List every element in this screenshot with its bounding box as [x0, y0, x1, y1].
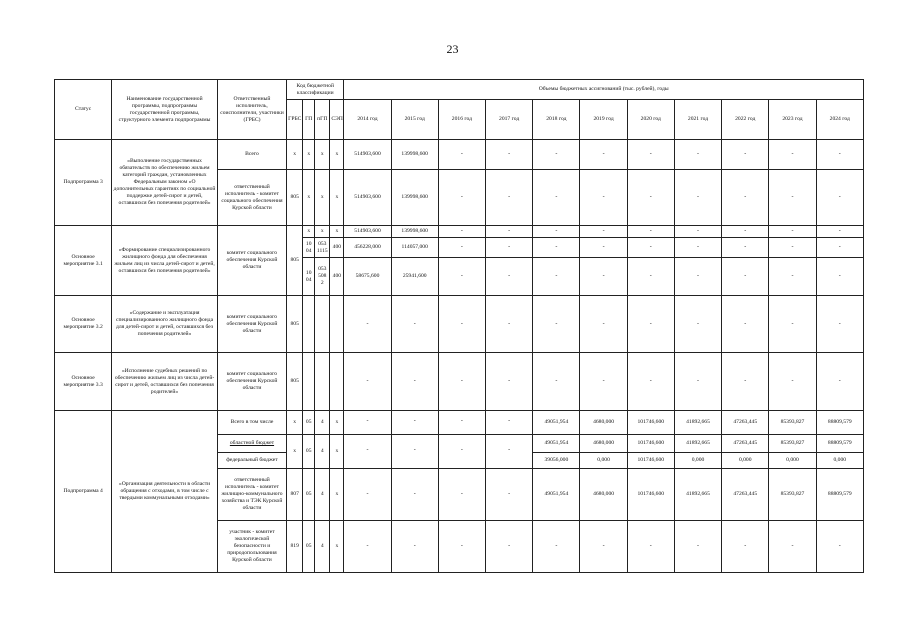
- row-value: -: [769, 238, 816, 258]
- row-cse: 400: [330, 238, 344, 258]
- row-pgp: [315, 353, 330, 410]
- row-value: 114057,000: [391, 238, 438, 258]
- year-header: 2022 год: [722, 100, 769, 140]
- row-value: 101746,600: [627, 452, 674, 468]
- row-pgp: 4: [315, 410, 330, 434]
- row-value: -: [674, 258, 721, 296]
- row-value: 41892,665: [674, 468, 721, 520]
- row-value: -: [344, 468, 391, 520]
- row-grbs: x: [287, 434, 303, 468]
- row-value: -: [769, 226, 816, 238]
- row-pgp: 053 1115: [315, 238, 330, 258]
- row-value: -: [674, 520, 721, 572]
- row-value: -: [438, 353, 485, 410]
- row-value: -: [391, 434, 438, 468]
- row-value: -: [722, 296, 769, 353]
- row-executor: областной бюджет: [217, 434, 286, 452]
- row-value: -: [674, 296, 721, 353]
- row-pgp: x: [315, 226, 330, 238]
- row-value: -: [816, 238, 863, 258]
- row-value: -: [533, 238, 580, 258]
- executor-header: Ответственный исполнитель, соисполнители, участники (ГРБС): [217, 80, 286, 140]
- grbs-header: ГРБС: [287, 100, 303, 140]
- year-header: 2014 год: [344, 100, 391, 140]
- row-value: 0,000: [769, 452, 816, 468]
- row-value: -: [344, 353, 391, 410]
- row-value: -: [769, 258, 816, 296]
- row-value: -: [627, 296, 674, 353]
- row-value: -: [674, 170, 721, 226]
- row-value: 49051,954: [533, 434, 580, 452]
- row-value: -: [816, 258, 863, 296]
- budget-code-header: Код бюджетной классификации: [287, 80, 344, 100]
- row-grbs: 805: [287, 226, 303, 296]
- row-value: -: [344, 296, 391, 353]
- row-value: -: [486, 410, 533, 434]
- row-value: -: [722, 238, 769, 258]
- row-value: -: [344, 520, 391, 572]
- row-value: -: [722, 170, 769, 226]
- row-value: -: [486, 238, 533, 258]
- row-status: Основное мероприятие 3.3: [55, 353, 112, 410]
- row-value: -: [816, 520, 863, 572]
- row-value: 85393,827: [769, 410, 816, 434]
- row-value: 47263,445: [722, 410, 769, 434]
- row-cse: 400: [330, 258, 344, 296]
- row-value: -: [722, 140, 769, 170]
- row-cse: x: [330, 140, 344, 170]
- table-row: [55, 296, 864, 353]
- name-header: Наименование государственной программы, подпрограммы государственной программы, структурного элемента подпрограммы: [112, 80, 218, 140]
- page-number: 23: [446, 42, 459, 56]
- row-value: -: [391, 353, 438, 410]
- row-value: 85393,827: [769, 468, 816, 520]
- row-grbs: 819: [287, 520, 303, 572]
- row-grbs: 805: [287, 353, 303, 410]
- row-pgp: x: [315, 140, 330, 170]
- row-value: -: [486, 258, 533, 296]
- row-value: -: [486, 434, 533, 468]
- row-executor: участник - комитет экологической безопасности и природопользования Курской области: [217, 520, 286, 572]
- row-value: 139998,600: [391, 140, 438, 170]
- row-value: -: [627, 238, 674, 258]
- row-gp: 10 04: [303, 238, 315, 258]
- row-cse: [330, 296, 344, 353]
- row-cse: x: [330, 434, 344, 468]
- row-value: 514903,600: [344, 226, 391, 238]
- row-value: -: [769, 353, 816, 410]
- row-value: -: [438, 520, 485, 572]
- row-value: 85393,827: [769, 434, 816, 452]
- row-value: -: [391, 410, 438, 434]
- row-executor: комитет социального обеспечения Курской области: [217, 296, 286, 353]
- row-value: -: [438, 410, 485, 434]
- row-value: 514903,600: [344, 140, 391, 170]
- row-value: -: [486, 226, 533, 238]
- row-pgp: 053 508 2: [315, 258, 330, 296]
- row-value: -: [580, 170, 627, 226]
- budget-table: [54, 79, 864, 573]
- row-value: 101746,600: [627, 434, 674, 452]
- row-value: -: [438, 258, 485, 296]
- row-value: -: [391, 520, 438, 572]
- row-executor: Всего: [217, 140, 286, 170]
- row-value: -: [580, 226, 627, 238]
- row-value: -: [722, 226, 769, 238]
- row-value: -: [580, 296, 627, 353]
- row-value: 4680,000: [580, 468, 627, 520]
- row-status: Основное мероприятие 3.1: [55, 226, 112, 296]
- row-name: «Формирование специализированного жилищного фонда для обеспечения жильем лиц из числа детей-сирот и детей, оставшихся без попечения родителей»: [112, 226, 218, 296]
- row-value: 41892,665: [674, 410, 721, 434]
- row-value: -: [344, 410, 391, 434]
- year-header: 2018 год: [533, 100, 580, 140]
- row-grbs: 805: [287, 296, 303, 353]
- row-value: 25941,600: [391, 258, 438, 296]
- row-executor: комитет социального обеспечения Курской области: [217, 353, 286, 410]
- row-value: -: [627, 353, 674, 410]
- row-value: 88809,579: [816, 434, 863, 452]
- row-value: -: [816, 353, 863, 410]
- year-header: 2024 год: [816, 100, 863, 140]
- row-value: 101746,600: [627, 410, 674, 434]
- row-value: -: [769, 140, 816, 170]
- row-value: 0,000: [722, 452, 769, 468]
- row-value: 101746,600: [627, 468, 674, 520]
- year-header: 2020 год: [627, 100, 674, 140]
- row-gp: 05: [303, 520, 315, 572]
- row-value: -: [486, 520, 533, 572]
- row-value: -: [627, 140, 674, 170]
- row-value: -: [769, 520, 816, 572]
- row-cse: x: [330, 468, 344, 520]
- row-value: -: [438, 434, 485, 468]
- row-value: 514903,600: [344, 170, 391, 226]
- row-value: -: [674, 353, 721, 410]
- row-value: -: [627, 520, 674, 572]
- row-pgp: 4: [315, 434, 330, 468]
- row-value: -: [391, 468, 438, 520]
- row-value: 88809,579: [816, 410, 863, 434]
- row-value: -: [486, 140, 533, 170]
- row-gp: [303, 296, 315, 353]
- row-pgp: 4: [315, 520, 330, 572]
- row-value: -: [627, 258, 674, 296]
- row-pgp: x: [315, 170, 330, 226]
- row-value: -: [816, 140, 863, 170]
- row-grbs: 805: [287, 170, 303, 226]
- row-value: -: [769, 296, 816, 353]
- status-header: Статус: [55, 80, 112, 140]
- row-value: -: [722, 258, 769, 296]
- row-gp: 05: [303, 410, 315, 434]
- row-value: -: [722, 353, 769, 410]
- row-value: -: [344, 434, 391, 468]
- row-status: Подпрограмма 3: [55, 140, 112, 226]
- header-row-1: [55, 80, 864, 100]
- row-value: -: [533, 140, 580, 170]
- row-pgp: 4: [315, 468, 330, 520]
- row-value: -: [486, 296, 533, 353]
- row-gp: [303, 353, 315, 410]
- row-value: -: [627, 170, 674, 226]
- table-row: [55, 226, 864, 238]
- row-value: 0,000: [816, 452, 863, 468]
- row-value: -: [438, 468, 485, 520]
- row-value: -: [816, 226, 863, 238]
- row-cse: x: [330, 520, 344, 572]
- row-value: 456228,000: [344, 238, 391, 258]
- row-value: 0,000: [580, 452, 627, 468]
- row-executor: комитет социального обеспечения Курской области: [217, 226, 286, 296]
- row-value: -: [580, 520, 627, 572]
- year-header: 2015 год: [391, 100, 438, 140]
- table-row: [55, 140, 864, 170]
- year-header: 2023 год: [769, 100, 816, 140]
- row-value: -: [580, 258, 627, 296]
- row-value: -: [438, 140, 485, 170]
- row-value: 4680,000: [580, 410, 627, 434]
- row-value: -: [533, 353, 580, 410]
- row-gp: 05: [303, 434, 315, 468]
- row-gp: 05: [303, 468, 315, 520]
- row-value: -: [580, 238, 627, 258]
- row-pgp: [315, 296, 330, 353]
- row-executor: ответственный исполнитель - комитет социального обеспечения Курской области: [217, 170, 286, 226]
- row-value: -: [533, 226, 580, 238]
- cse-header: СЭП: [330, 100, 344, 140]
- row-status: Подпрограмма 4: [55, 410, 112, 572]
- row-value: 47263,445: [722, 468, 769, 520]
- row-value: -: [486, 353, 533, 410]
- row-name: «Исполнение судебных решений по обеспечению жильем лиц из числа детей-сирот и детей, оставшихся без попечения родителей»: [112, 353, 218, 410]
- row-value: 139998,600: [391, 170, 438, 226]
- row-value: -: [627, 226, 674, 238]
- row-value: -: [674, 140, 721, 170]
- row-value: 0,000: [674, 452, 721, 468]
- row-executor: Всего в том числе: [217, 410, 286, 434]
- row-cse: [330, 353, 344, 410]
- row-value: -: [580, 353, 627, 410]
- row-cse: x: [330, 170, 344, 226]
- row-value: -: [486, 170, 533, 226]
- allocations-header: Объемы бюджетных ассигнований (тыс. рублей), годы: [344, 80, 864, 100]
- row-value: -: [580, 140, 627, 170]
- row-value: 49051,954: [533, 468, 580, 520]
- year-header: 2016 год: [438, 100, 485, 140]
- row-value: -: [438, 296, 485, 353]
- year-header: 2017 год: [486, 100, 533, 140]
- row-grbs: x: [287, 410, 303, 434]
- row-gp: x: [303, 170, 315, 226]
- table-row: [55, 353, 864, 410]
- row-value: -: [533, 170, 580, 226]
- row-value: -: [674, 226, 721, 238]
- row-value: -: [533, 296, 580, 353]
- row-value: -: [438, 170, 485, 226]
- row-cse: x: [330, 226, 344, 238]
- row-gp: x: [303, 140, 315, 170]
- row-value: 139998,600: [391, 226, 438, 238]
- row-executor: ответственный исполнитель - комитет жилищно-коммунального хозяйства и ТЭК Курской области: [217, 468, 286, 520]
- row-value: 4680,000: [580, 434, 627, 452]
- pgp-header: пГП: [315, 100, 330, 140]
- row-value: -: [769, 170, 816, 226]
- row-value: 88809,579: [816, 468, 863, 520]
- row-gp: 10 04: [303, 258, 315, 296]
- row-value: 47263,445: [722, 434, 769, 452]
- row-status: Основное мероприятие 3.2: [55, 296, 112, 353]
- row-value: -: [722, 520, 769, 572]
- row-grbs: 807: [287, 468, 303, 520]
- gp-header: ГП: [303, 100, 315, 140]
- row-executor: федеральный бюджет: [217, 452, 286, 468]
- row-value: 58675,600: [344, 258, 391, 296]
- row-value: -: [674, 238, 721, 258]
- row-value: -: [816, 170, 863, 226]
- row-gp: x: [303, 226, 315, 238]
- year-header: 2019 год: [580, 100, 627, 140]
- row-name: «Содержание и эксплуатация специализированного жилищного фонда для детей-сирот и детей, оставшихся без попечения родителей»: [112, 296, 218, 353]
- year-header: 2021 год: [674, 100, 721, 140]
- row-value: 41892,665: [674, 434, 721, 452]
- row-value: -: [816, 296, 863, 353]
- row-value: 49051,954: [533, 410, 580, 434]
- row-value: -: [438, 226, 485, 238]
- row-cse: x: [330, 410, 344, 434]
- row-value: 39056,000: [533, 452, 580, 468]
- row-value: -: [486, 468, 533, 520]
- row-name: «Выполнение государственных обязательств по обеспечению жильем категорий граждан, установленных Федеральным законом «О дополнительных гарантиях по социальной поддержке детей-сирот и детей, оставшихся без попечения родителей»: [112, 140, 218, 226]
- row-value: -: [391, 296, 438, 353]
- row-value: -: [533, 520, 580, 572]
- table-row: [55, 410, 864, 434]
- row-value: -: [533, 258, 580, 296]
- row-name: «Организация деятельности в области обращения с отходами, в том числе с твердыми коммунальными отходами»: [112, 410, 218, 572]
- row-value: -: [438, 238, 485, 258]
- row-grbs: x: [287, 140, 303, 170]
